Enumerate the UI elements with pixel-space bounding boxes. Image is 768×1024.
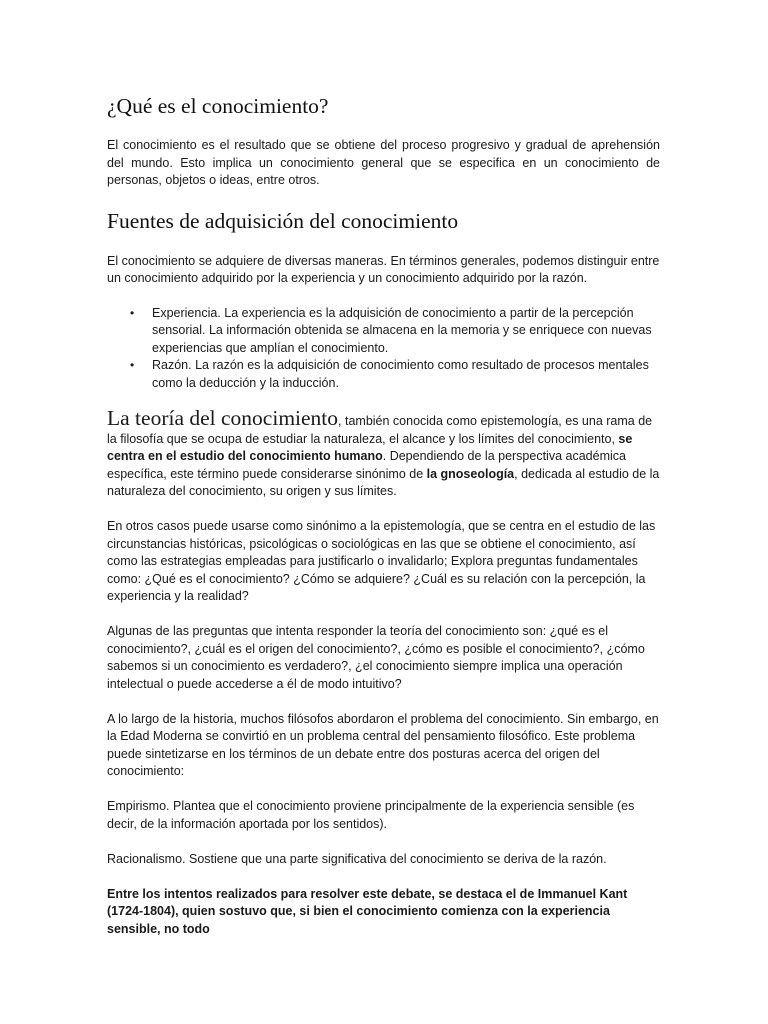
teoria-bold-1: se centra en el estudio del conocimiento humano	[107, 431, 633, 463]
list-item-text: Razón. La razón es la adquisición de conocimiento como resultado de procesos mentales como la deducción y la inducción.	[152, 358, 649, 390]
paragraph-fuentes-intro: El conocimiento se adquiere de diversas maneras. En términos generales, podemos distinguir entre un conocimiento adquirido por la experiencia y un conocimiento adquirido por la razón.	[107, 253, 660, 285]
paragraph-historia: A lo largo de la historia, muchos filósofos abordaron el problema del conocimiento. Sin embargo, en la Edad Moderna se convirtió en un problema central del pensamiento filosófico. Este problema puede sintetizarse en los términos de un debate entre dos posturas acerca del origen del conocimiento:	[107, 711, 659, 778]
heading-que-es-conocimiento: ¿Qué es el conocimiento?	[107, 94, 329, 118]
list-item-razon	[130, 357, 660, 392]
paragraph-sinonimo: En otros casos puede usarse como sinónimo a la epistemología, que se centra en el estudio de las circunstancias históricas, psicológicas o sociológicas en las que se obtiene el conocimiento, así como las estrategias empleadas para justificarlo o invalidarlo; Explora preguntas fundamentales como: ¿Qué es el conocimiento? ¿Cómo se adquiere? ¿Cuál es su relación con la percepción, la experiencia y la realidad?	[107, 519, 656, 603]
document-body	[107, 92, 660, 938]
sources-list	[107, 305, 660, 393]
teoria-title: La teoría del conocimiento	[107, 406, 339, 430]
paragraph-intro: El conocimiento es el resultado que se obtiene del proceso progresivo y gradual de aprehensión del mundo. Esto implica un conocimiento general que se especifica en un conocimiento de personas, objetos o ideas, entre otros.	[107, 138, 660, 187]
bullet-icon: •	[130, 358, 135, 372]
bullet-icon: •	[130, 305, 135, 320]
heading-fuentes-adquisicion: Fuentes de adquisición del conocimiento	[107, 208, 459, 233]
kant-bold-text: Entre los intentos realizados para resolver este debate, se destaca el de Immanuel Kant (1724-1804), quien sostuvo que, si bien el conocimiento comienza con la experiencia sensible, no todo	[107, 886, 628, 936]
paragraph-preguntas: Algunas de las preguntas que intenta responder la teoría del conocimiento son: ¿qué es el conocimiento?, ¿cuál es el origen del conocimiento?, ¿cómo es posible el conocimiento?, ¿cómo sabemos si un conocimiento es verdadero?, ¿el conocimiento siempre implica una operación intelectual o puede accederse a él de modo intuitivo?	[107, 624, 645, 691]
teoria-text-3: , dedicada al estudio de la naturaleza del conocimiento, su origen y sus límites.	[107, 466, 660, 498]
paragraph-teoria	[107, 406, 660, 501]
paragraph-kant	[107, 886, 660, 939]
list-item-text: Experiencia. La experiencia es la adquisición de conocimiento a partir de la percepción sensorial. La información obtenida se almacena en la memoria y se enriquece con nuevas experiencias que amplían el conocimiento.	[152, 305, 652, 355]
paragraph-racionalismo: Racionalismo. Sostiene que una parte significativa del conocimiento se deriva de la razón.	[107, 851, 607, 866]
paragraph-empirismo: Empirismo. Plantea que el conocimiento proviene principalmente de la experiencia sensible (es decir, de la información aportada por los sentidos).	[107, 799, 635, 831]
list-item-experiencia	[130, 305, 660, 358]
teoria-text-2: . Dependiendo de la perspectiva académica específica, este término puede considerarse sinónimo de	[107, 449, 626, 481]
teoria-bold-2: la gnoseología	[426, 466, 515, 481]
teoria-text-1: , también conocida como epistemología, es una rama de la filosofía que se ocupa de estudiar la naturaleza, el alcance y los límites del conocimiento,	[107, 414, 653, 446]
